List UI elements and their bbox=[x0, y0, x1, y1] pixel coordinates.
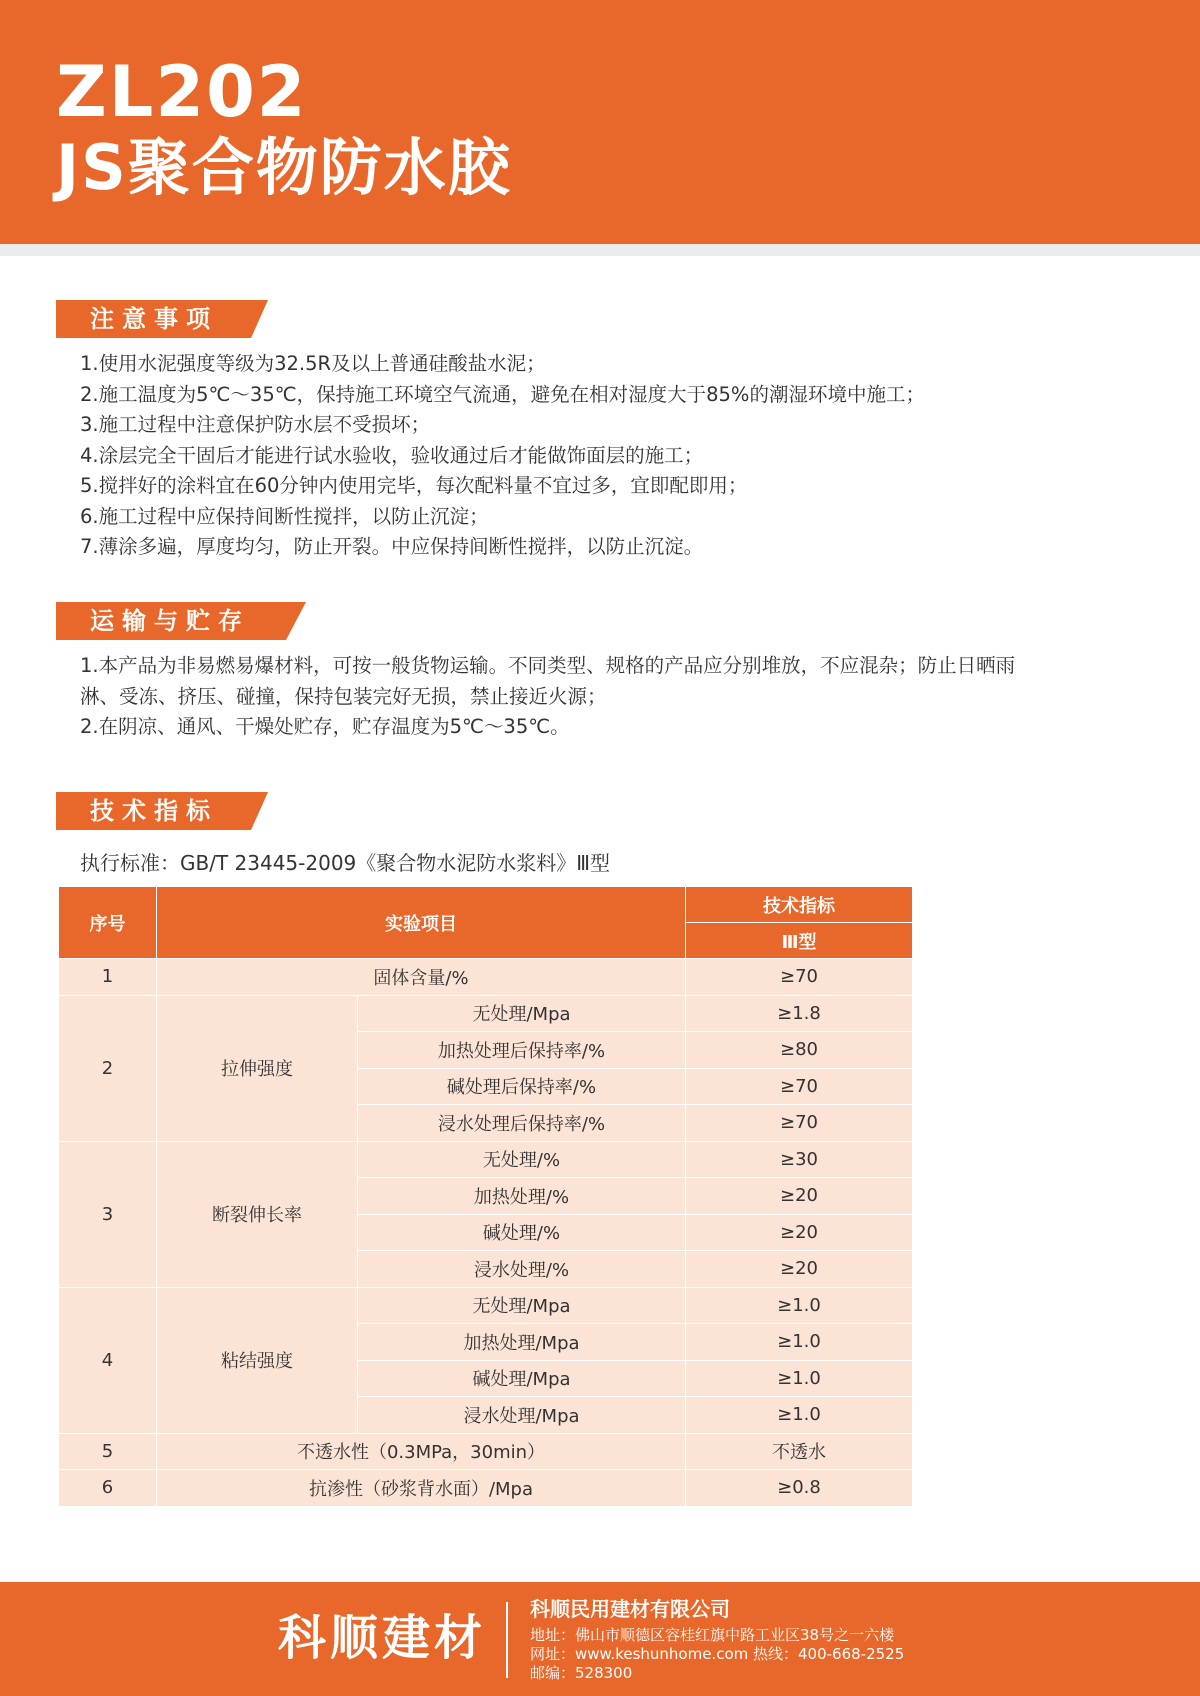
company-name: 科顺民用建材有限公司 bbox=[530, 1597, 730, 1621]
notes-item: 4.涂层完全干固后才能进行试水验收，验收通过后才能做饰面层的施工； bbox=[80, 443, 704, 467]
notes-item: 6.施工过程中应保持间断性搅拌，以防止沉淀； bbox=[80, 504, 489, 528]
row-subitem: 加热处理/Mpa bbox=[358, 1324, 686, 1361]
row-item: 拉伸强度 bbox=[157, 995, 358, 1141]
row-subitem: 碱处理后保持率/% bbox=[358, 1068, 686, 1105]
table-row bbox=[59, 1287, 913, 1324]
header-spec: 技术指标 bbox=[686, 887, 913, 923]
row-subitem: 无处理/Mpa bbox=[358, 1287, 686, 1324]
table-row bbox=[59, 1141, 913, 1178]
section-tag-tech bbox=[56, 792, 268, 830]
row-no: 5 bbox=[59, 1433, 157, 1470]
row-item: 抗渗性（砂浆背水面）/Mpa bbox=[157, 1470, 686, 1507]
notes-list bbox=[80, 349, 1140, 563]
row-value: ≥70 bbox=[686, 959, 913, 996]
row-subitem: 碱处理/% bbox=[358, 1214, 686, 1251]
row-subitem: 碱处理/Mpa bbox=[358, 1360, 686, 1397]
row-no: 1 bbox=[59, 959, 157, 996]
section-title-tech: 技术指标 bbox=[90, 797, 218, 825]
standard-text: 执行标准：GB/T 23445-2009《聚合物水泥防水浆料》Ⅲ型 bbox=[80, 851, 611, 875]
product-model: ZL202 bbox=[56, 51, 308, 133]
row-no: 6 bbox=[59, 1470, 157, 1507]
row-item: 粘结强度 bbox=[157, 1287, 358, 1433]
table-row bbox=[59, 1433, 913, 1470]
row-value: ≥1.0 bbox=[686, 1360, 913, 1397]
footer-banner bbox=[0, 1582, 1200, 1696]
section-tag-notes bbox=[56, 300, 268, 338]
storage-line: 1.本产品为非易燃易爆材料，可按一般货物运输。不同类型、规格的产品应分别堆放，不应混杂；防止日晒雨 bbox=[80, 654, 1016, 677]
row-value: ≥70 bbox=[686, 1068, 913, 1105]
spec-table bbox=[58, 886, 913, 1507]
row-value: ≥20 bbox=[686, 1251, 913, 1288]
row-item: 不透水性（0.3MPa，30min） bbox=[157, 1433, 686, 1470]
header-item: 实验项目 bbox=[157, 887, 686, 959]
company-website-hotline: 网址：www.keshunhome.com 热线：400-668-2525 bbox=[530, 1645, 905, 1663]
table-row bbox=[59, 959, 913, 996]
header-type: Ⅲ型 bbox=[686, 923, 913, 959]
brand-logo-text: 科顺建材 bbox=[278, 1610, 487, 1666]
notes-item: 2.施工温度为5℃～35℃，保持施工环境空气流通，避免在相对湿度大于85%的潮湿环境中施工； bbox=[80, 382, 925, 406]
company-postcode: 邮编：528300 bbox=[530, 1664, 633, 1682]
notes-item: 7.薄涂多遍，厚度均匀，防止开裂。中应保持间断性搅拌，以防止沉淀。 bbox=[80, 535, 704, 558]
row-subitem: 浸水处理后保持率/% bbox=[358, 1105, 686, 1142]
company-address: 地址：佛山市顺德区容桂红旗中路工业区38号之一六楼 bbox=[530, 1626, 895, 1644]
row-value: ≥80 bbox=[686, 1032, 913, 1069]
notes-item: 1.使用水泥强度等级为32.5R及以上普通硅酸盐水泥； bbox=[80, 352, 546, 375]
footer-divider bbox=[506, 1602, 508, 1678]
header-divider bbox=[0, 244, 1200, 256]
row-no: 2 bbox=[59, 995, 157, 1141]
row-value: 不透水 bbox=[686, 1433, 913, 1470]
row-value: ≥30 bbox=[686, 1141, 913, 1178]
row-value: ≥70 bbox=[686, 1105, 913, 1142]
row-value: ≥1.8 bbox=[686, 995, 913, 1032]
header-banner bbox=[0, 0, 1200, 244]
section-title-storage: 运输与贮存 bbox=[90, 607, 250, 635]
storage-text bbox=[80, 651, 1140, 743]
row-value: ≥0.8 bbox=[686, 1470, 913, 1507]
row-subitem: 无处理/Mpa bbox=[358, 995, 686, 1032]
product-name: JS聚合物防水胶 bbox=[56, 131, 512, 204]
table-row bbox=[59, 1470, 913, 1507]
row-value: ≥20 bbox=[686, 1214, 913, 1251]
row-item: 固体含量/% bbox=[157, 959, 686, 996]
row-subitem: 加热处理后保持率/% bbox=[358, 1032, 686, 1069]
row-item: 断裂伸长率 bbox=[157, 1141, 358, 1287]
row-subitem: 浸水处理/Mpa bbox=[358, 1397, 686, 1434]
row-value: ≥1.0 bbox=[686, 1397, 913, 1434]
row-value: ≥20 bbox=[686, 1178, 913, 1215]
row-value: ≥1.0 bbox=[686, 1324, 913, 1361]
storage-line: 淋、受冻、挤压、碰撞，保持包装完好无损，禁止接近火源； bbox=[80, 684, 607, 708]
row-subitem: 加热处理/% bbox=[358, 1178, 686, 1215]
section-tag-storage bbox=[56, 602, 306, 640]
section-title-notes: 注意事项 bbox=[90, 305, 218, 333]
storage-line: 2.在阴凉、通风、干燥处贮存，贮存温度为5℃～35℃。 bbox=[80, 715, 570, 738]
row-subitem: 无处理/% bbox=[358, 1141, 686, 1178]
table-row bbox=[59, 995, 913, 1032]
notes-item: 5.搅拌好的涂料宜在60分钟内使用完毕，每次配料量不宜过多，宜即配即用； bbox=[80, 474, 748, 497]
notes-item: 3.施工过程中注意保护防水层不受损坏； bbox=[80, 413, 431, 436]
row-subitem: 浸水处理/% bbox=[358, 1251, 686, 1288]
row-value: ≥1.0 bbox=[686, 1287, 913, 1324]
row-no: 3 bbox=[59, 1141, 157, 1287]
header-no: 序号 bbox=[59, 887, 157, 959]
row-no: 4 bbox=[59, 1287, 157, 1433]
